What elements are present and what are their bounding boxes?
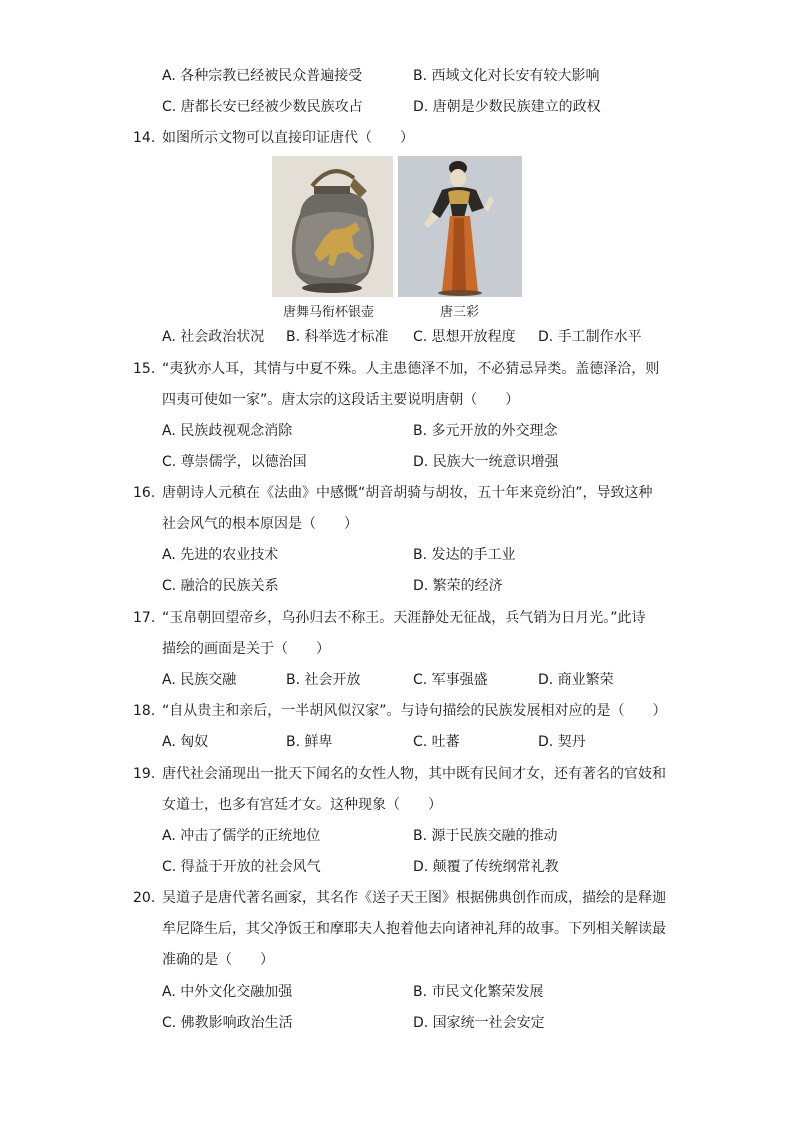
q17-option-d: D. 商业繁荣 bbox=[538, 672, 614, 688]
q20-option-b: B. 市民文化繁荣发展 bbox=[413, 984, 544, 1000]
q18-stem: “自从贵主和亲后，一半胡风似汉家”。与诗句描绘的民族发展相对应的是（ ） bbox=[162, 703, 667, 719]
silver-pot-caption: 唐舞马衔杯银壶 bbox=[283, 305, 375, 320]
q20-stem-line-1: 吴道子是唐代著名画家，其名作《送子天王图》根据佛典创作而成，描绘的是释迦 bbox=[162, 890, 666, 906]
q17-stem-line-2: 描绘的画面是关于（ ） bbox=[162, 641, 330, 657]
q18-number: 18. bbox=[133, 703, 156, 719]
tang-sancai-caption: 唐三彩 bbox=[440, 305, 480, 320]
q14-option-a: A. 社会政治状况 bbox=[162, 329, 265, 345]
q17-option-a: A. 民族交融 bbox=[162, 672, 237, 688]
q19-option-c: C. 得益于开放的社会风气 bbox=[162, 859, 321, 875]
tang-sancai-figure-image bbox=[398, 156, 522, 297]
q17-stem-line-1: “玉帛朝回望帝乡，乌孙归去不称王。天涯静处无征战，兵气销为日月光。”此诗 bbox=[162, 610, 646, 626]
q19-stem-line-1: 唐代社会涌现出一批天下闻名的女性人物，其中既有民间才女，还有著名的官妓和 bbox=[162, 766, 666, 782]
q20-stem-line-2: 牟尼降生后，其父净饭王和摩耶夫人抱着他去向诸神礼拜的故事。下列相关解读最 bbox=[162, 921, 666, 937]
q13-option-d: D. 唐朝是少数民族建立的政权 bbox=[413, 99, 601, 115]
q19-option-d: D. 颠覆了传统纲常礼教 bbox=[413, 859, 559, 875]
q15-option-c: C. 尊崇儒学，以德治国 bbox=[162, 454, 307, 470]
q20-option-d: D. 国家统一社会安定 bbox=[413, 1015, 545, 1031]
q16-option-a: A. 先进的农业技术 bbox=[162, 547, 279, 563]
q19-number: 19. bbox=[133, 766, 156, 782]
silver-pot-image bbox=[272, 156, 393, 297]
q20-option-a: A. 中外文化交融加强 bbox=[162, 984, 293, 1000]
q18-option-c: C. 吐蕃 bbox=[413, 734, 460, 750]
q14-option-c: C. 思想开放程度 bbox=[413, 329, 516, 345]
q17-option-c: C. 军事强盛 bbox=[413, 672, 488, 688]
q16-option-d: D. 繁荣的经济 bbox=[413, 578, 503, 594]
q20-option-c: C. 佛教影响政治生活 bbox=[162, 1015, 293, 1031]
q19-option-a: A. 冲击了儒学的正统地位 bbox=[162, 828, 321, 844]
q20-stem-line-3: 准确的是（ ） bbox=[162, 952, 274, 968]
q16-number: 16. bbox=[133, 485, 156, 501]
q15-option-a: A. 民族歧视观念消除 bbox=[162, 423, 293, 439]
q18-option-d: D. 契丹 bbox=[538, 734, 586, 750]
q15-option-d: D. 民族大一统意识增强 bbox=[413, 454, 559, 470]
q15-stem-line-1: “夷狄亦人耳，其情与中夏不殊。人主患德泽不加，不必猜忌异类。盖德泽洽，则 bbox=[162, 361, 660, 377]
q14-option-d: D. 手工制作水平 bbox=[538, 329, 642, 345]
q17-number: 17. bbox=[133, 610, 156, 626]
q15-option-b: B. 多元开放的外交理念 bbox=[413, 423, 558, 439]
q16-option-b: B. 发达的手工业 bbox=[413, 547, 516, 563]
q19-option-b: B. 源于民族交融的推动 bbox=[413, 828, 558, 844]
q17-option-b: B. 社会开放 bbox=[286, 672, 361, 688]
q20-number: 20. bbox=[133, 890, 156, 906]
q16-stem-line-2: 社会风气的根本原因是（ ） bbox=[162, 516, 358, 532]
q13-option-c: C. 唐都长安已经被少数民族攻占 bbox=[162, 99, 363, 115]
q13-option-b: B. 西域文化对长安有较大影响 bbox=[413, 68, 600, 84]
q14-number: 14. bbox=[133, 130, 156, 146]
q14-stem: 如图所示文物可以直接印证唐代（ ） bbox=[162, 130, 414, 146]
q18-option-a: A. 匈奴 bbox=[162, 734, 209, 750]
q15-stem-line-2: 四夷可使如一家”。唐太宗的这段话主要说明唐朝（ ） bbox=[162, 392, 520, 408]
q18-option-b: B. 鲜卑 bbox=[286, 734, 333, 750]
q16-stem-line-1: 唐朝诗人元稹在《法曲》中感慨“胡音胡骑与胡妆，五十年来竞纷泊”，导致这种 bbox=[162, 485, 653, 501]
q19-stem-line-2: 女道士，也多有宫廷才女。这种现象（ ） bbox=[162, 797, 442, 813]
q14-option-b: B. 科举选才标准 bbox=[286, 329, 389, 345]
q15-number: 15. bbox=[133, 361, 156, 377]
q13-option-a: A. 各种宗教已经被民众普遍接受 bbox=[162, 68, 363, 84]
q16-option-c: C. 融洽的民族关系 bbox=[162, 578, 279, 594]
